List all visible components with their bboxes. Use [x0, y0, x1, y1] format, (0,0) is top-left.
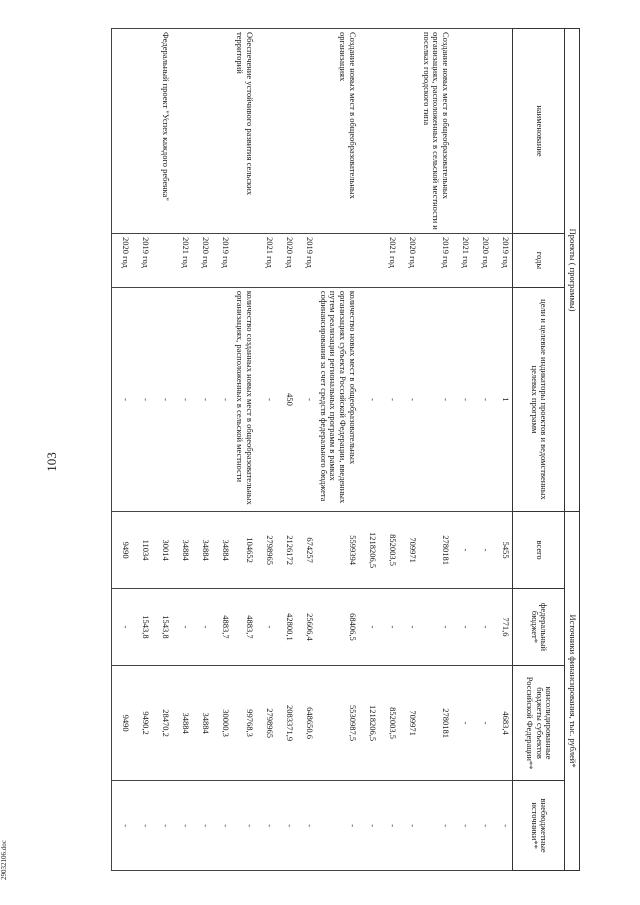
table-row: [172, 29, 192, 871]
cell-extra: -: [232, 781, 256, 871]
cell-extra: -: [112, 781, 133, 871]
cell-federal: -: [419, 589, 452, 666]
table-row: [192, 29, 212, 871]
cell-name: [492, 29, 513, 234]
cell-federal: -: [472, 589, 492, 666]
cell-goal: 450: [276, 287, 296, 511]
cell-total: 34884: [212, 512, 232, 589]
cell-name: [192, 29, 212, 234]
cell-name: [452, 29, 472, 234]
table-row: [419, 29, 452, 871]
col-years-header: годы: [513, 234, 565, 288]
cell-total: 11034: [132, 512, 152, 589]
cell-goal: -: [112, 287, 133, 511]
cell-goal: -: [359, 287, 379, 511]
cell-federal: -: [112, 589, 133, 666]
cell-regional: 9490,2: [132, 665, 152, 780]
cell-regional: 2083371,9: [276, 665, 296, 780]
cell-year: [359, 234, 379, 288]
funding-group-header: Источники финансирования, тыс. рублей*: [565, 512, 580, 871]
cell-name: [359, 29, 379, 234]
table-row: [359, 29, 379, 871]
cell-regional: 2780181: [419, 665, 452, 780]
table-row: [232, 29, 256, 871]
cell-federal: 771,6: [492, 589, 513, 666]
cell-federal: -: [256, 589, 276, 666]
cell-name: [472, 29, 492, 234]
cell-year: 2019 год: [132, 234, 152, 288]
cell-goal: -: [452, 287, 472, 511]
cell-total: 709971: [399, 512, 419, 589]
cell-goal: -: [472, 287, 492, 511]
cell-name: [379, 29, 399, 234]
cell-total: 2126172: [276, 512, 296, 589]
col-total-header: всего: [513, 512, 565, 589]
cell-year: 2020 год: [276, 234, 296, 288]
cell-year: 2019 год: [419, 234, 452, 288]
financing-table: [111, 28, 580, 871]
col-extra-header: внебюджетные источники**: [513, 781, 565, 871]
cell-goal: -: [419, 287, 452, 511]
cell-extra: -: [132, 781, 152, 871]
cell-year: 2020 год: [472, 234, 492, 288]
cell-name: Создание новых мест в общеобразовательных организациях: [316, 29, 359, 234]
cell-name: [172, 29, 192, 234]
projects-group-header: Проекты ( программы): [565, 29, 580, 512]
cell-year: 2019 год: [212, 234, 232, 288]
cell-extra: -: [492, 781, 513, 871]
cell-name: [399, 29, 419, 234]
cell-federal: 1543,8: [152, 589, 172, 666]
cell-extra: -: [359, 781, 379, 871]
cell-total: -: [452, 512, 472, 589]
table-row: [452, 29, 472, 871]
cell-extra: -: [296, 781, 316, 871]
cell-regional: 30000,3: [212, 665, 232, 780]
cell-federal: 25606,4: [296, 589, 316, 666]
cell-total: 2798965: [256, 512, 276, 589]
cell-goal: -: [296, 287, 316, 511]
col-federal-header: федеральный бюджет*: [513, 589, 565, 666]
cell-federal: -: [172, 589, 192, 666]
cell-year: 2020 год: [112, 234, 133, 288]
cell-goal: -: [399, 287, 419, 511]
cell-goal: -: [172, 287, 192, 511]
rotated-table-container: [115, 28, 580, 871]
cell-name: [276, 29, 296, 234]
cell-year: 2021 год: [172, 234, 192, 288]
cell-federal: 4883,7: [232, 589, 256, 666]
cell-extra: -: [316, 781, 359, 871]
cell-name: [132, 29, 152, 234]
cell-federal: -: [192, 589, 212, 666]
page-number: 103: [44, 452, 59, 472]
cell-extra: -: [472, 781, 492, 871]
cell-federal: 68406,5: [316, 589, 359, 666]
cell-regional: 28470,2: [152, 665, 172, 780]
cell-year: [232, 234, 256, 288]
col-name-header: наименование: [513, 29, 565, 234]
cell-name: Федеральный проект "Успех каждого ребенка": [152, 29, 172, 234]
cell-goal: количество созданных новых мест в общеобразовательных организациях, расположенных в сельской местности: [232, 287, 256, 511]
cell-regional: 709971: [399, 665, 419, 780]
cell-total: 104652: [232, 512, 256, 589]
cell-regional: 4683,4: [492, 665, 513, 780]
cell-federal: 42800,1: [276, 589, 296, 666]
cell-goal: -: [132, 287, 152, 511]
cell-regional: -: [452, 665, 472, 780]
cell-goal: количество новых мест в общеобразовательных организациях субъекта Российской Федерации, введенных путем реализации региональных программ в рамках софинансирования за счет средств федерального бюджета: [316, 287, 359, 511]
table-row: [112, 29, 133, 871]
cell-regional: 648650,6: [296, 665, 316, 780]
table-row: [472, 29, 492, 871]
cell-goal: -: [212, 287, 232, 511]
table-row: [212, 29, 232, 871]
table-body: [112, 29, 513, 871]
cell-year: 2021 год: [256, 234, 276, 288]
cell-name: Обеспечение устойчивого развития сельских территорий: [232, 29, 256, 234]
cell-year: 2020 год: [192, 234, 212, 288]
cell-extra: -: [399, 781, 419, 871]
cell-regional: 5530987,5: [316, 665, 359, 780]
cell-regional: -: [472, 665, 492, 780]
cell-total: 5599394: [316, 512, 359, 589]
table-row: [256, 29, 276, 871]
cell-federal: -: [379, 589, 399, 666]
col-goals-header: цели и целевые индикаторы проектов и ведомственных целевых программ: [513, 287, 565, 511]
cell-name: Создание новых мест в общеобразовательных организациях, расположенных в сельской местности и поселках городского типа: [419, 29, 452, 234]
cell-year: 2019 год: [492, 234, 513, 288]
table-row: [152, 29, 172, 871]
cell-regional: 9490: [112, 665, 133, 780]
cell-goal: -: [192, 287, 212, 511]
cell-total: 34884: [192, 512, 212, 589]
cell-federal: -: [359, 589, 379, 666]
cell-year: 2021 год: [379, 234, 399, 288]
cell-total: 2780181: [419, 512, 452, 589]
cell-year: 2020 год: [399, 234, 419, 288]
cell-total: 30014: [152, 512, 172, 589]
file-identifier: 29032106.doc: [0, 840, 8, 880]
cell-extra: -: [192, 781, 212, 871]
cell-year: [316, 234, 359, 288]
cell-extra: -: [276, 781, 296, 871]
cell-goal: 1: [492, 287, 513, 511]
cell-extra: -: [172, 781, 192, 871]
cell-extra: -: [452, 781, 472, 871]
cell-federal: 4883,7: [212, 589, 232, 666]
cell-name: [256, 29, 276, 234]
cell-extra: -: [152, 781, 172, 871]
cell-regional: 99768,3: [232, 665, 256, 780]
cell-year: [152, 234, 172, 288]
cell-total: 9490: [112, 512, 133, 589]
cell-regional: 2798965: [256, 665, 276, 780]
cell-goal: -: [256, 287, 276, 511]
cell-regional: 34884: [172, 665, 192, 780]
cell-total: 34884: [172, 512, 192, 589]
table-row: [296, 29, 316, 871]
cell-extra: -: [212, 781, 232, 871]
cell-regional: 34884: [192, 665, 212, 780]
cell-federal: -: [399, 589, 419, 666]
cell-regional: 852003,5: [379, 665, 399, 780]
cell-year: 2021 год: [452, 234, 472, 288]
cell-extra: -: [256, 781, 276, 871]
cell-name: [212, 29, 232, 234]
cell-total: -: [472, 512, 492, 589]
cell-goal: -: [379, 287, 399, 511]
cell-extra: -: [419, 781, 452, 871]
cell-total: 1218206,5: [359, 512, 379, 589]
table-row: [132, 29, 152, 871]
cell-federal: 1543,8: [132, 589, 152, 666]
cell-year: 2019 год: [296, 234, 316, 288]
table-row: [316, 29, 359, 871]
table-row: [492, 29, 513, 871]
cell-total: 674257: [296, 512, 316, 589]
cell-federal: -: [452, 589, 472, 666]
cell-name: [296, 29, 316, 234]
cell-regional: 1218206,5: [359, 665, 379, 780]
cell-extra: -: [379, 781, 399, 871]
cell-total: 852003,5: [379, 512, 399, 589]
table-row: [276, 29, 296, 871]
cell-goal: -: [152, 287, 172, 511]
cell-total: 5455: [492, 512, 513, 589]
cell-name: [112, 29, 133, 234]
table-row: [399, 29, 419, 871]
col-regional-header: консолидированные бюджеты субъектов Российской Федерации**: [513, 665, 565, 780]
table-row: [379, 29, 399, 871]
